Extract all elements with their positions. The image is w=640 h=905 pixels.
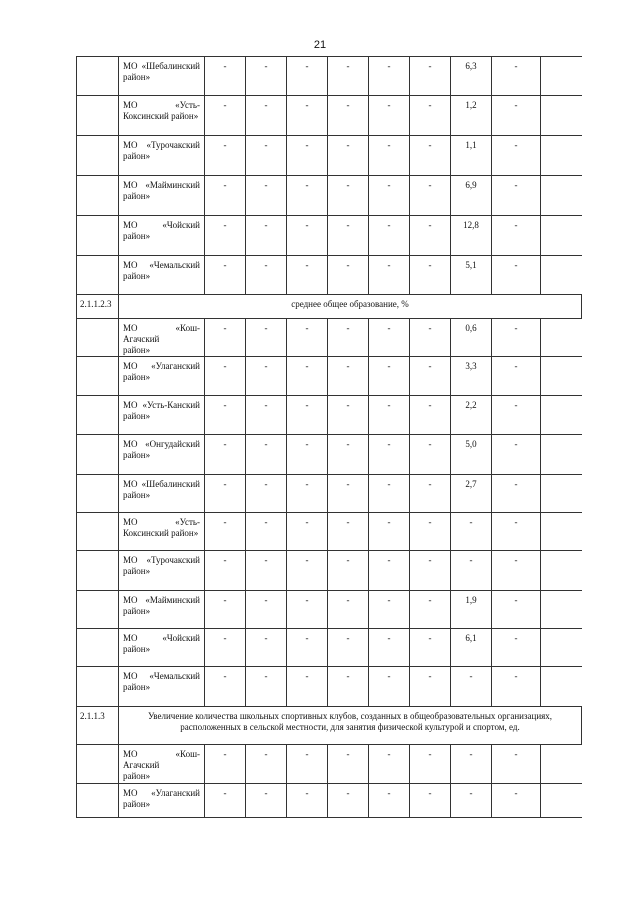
municipality-name-line2: Коксинский район» (123, 528, 199, 538)
municipality-name-line2: район» (123, 345, 151, 355)
value-cell: - (369, 435, 410, 474)
value-cell: - (451, 551, 492, 590)
value-cell: - (410, 96, 451, 135)
row-code (77, 57, 119, 95)
value-cell: - (492, 96, 541, 135)
value-cell: - (328, 256, 369, 294)
row-code (77, 745, 119, 783)
value-cell: - (328, 396, 369, 434)
table-row (77, 319, 582, 357)
value-cell: - (246, 176, 287, 215)
value-cell: - (328, 784, 369, 817)
municipality-name (119, 551, 205, 590)
municipality-name-line2: район» (123, 411, 151, 421)
municipality-name (119, 96, 205, 135)
value-cell: - (205, 551, 246, 590)
value-cell: - (287, 57, 328, 95)
value-cell: - (246, 591, 287, 628)
municipality-name-line1: МО «Усть-Канский (123, 400, 200, 410)
value-cell: - (410, 435, 451, 474)
table-row (77, 591, 582, 629)
municipality-name-line2: район» (123, 191, 151, 201)
value-cell: - (451, 667, 492, 706)
value-cell: - (369, 784, 410, 817)
municipality-name (119, 396, 205, 434)
value-cell: - (246, 475, 287, 512)
value-cell: 5,1 (451, 256, 492, 294)
value-cell: - (410, 591, 451, 628)
municipality-name-line2: район» (123, 606, 151, 616)
value-cell: - (492, 551, 541, 590)
municipality-name-line1: МО «Онгудайский (123, 439, 200, 449)
value-cell: - (328, 319, 369, 356)
municipality-name-line1: МО «Усть- (123, 517, 200, 527)
municipality-name-line2: район» (123, 231, 151, 241)
municipality-name-line1: МО «Майминский (123, 180, 200, 190)
municipality-name-line2: район» (123, 644, 151, 654)
row-code (77, 136, 119, 175)
municipality-name-line2: район» (123, 771, 151, 781)
value-cell: - (369, 396, 410, 434)
section-title: среднее общее образование, % (119, 295, 582, 318)
municipality-name (119, 256, 205, 294)
table-row (77, 667, 582, 707)
value-cell: - (369, 319, 410, 356)
table-row (77, 551, 582, 591)
value-cell: 3,3 (451, 357, 492, 395)
value-cell: - (205, 435, 246, 474)
municipality-name (119, 784, 205, 817)
municipality-name-line1: МО «Чойский (123, 220, 200, 230)
value-cell: - (451, 784, 492, 817)
table-row (77, 96, 582, 136)
municipality-name-line1: МО «Усть- (123, 100, 200, 110)
row-code (77, 591, 119, 628)
value-cell: - (369, 591, 410, 628)
value-cell: - (246, 667, 287, 706)
value-cell: - (410, 216, 451, 255)
value-cell: - (492, 176, 541, 215)
row-code (77, 435, 119, 474)
row-code (77, 629, 119, 666)
value-cell: - (369, 745, 410, 783)
municipality-name-line2: район» (123, 372, 151, 382)
row-code: 2.1.1.3 (77, 707, 119, 744)
value-cell: - (287, 475, 328, 512)
value-cell: - (492, 784, 541, 817)
value-cell: - (287, 136, 328, 175)
value-cell: - (410, 629, 451, 666)
municipality-name-line2: район» (123, 566, 151, 576)
municipality-name (119, 629, 205, 666)
value-cell: - (410, 357, 451, 395)
value-cell: - (328, 591, 369, 628)
value-cell: - (492, 629, 541, 666)
table-row (77, 176, 582, 216)
value-cell: - (287, 513, 328, 550)
value-cell: - (205, 591, 246, 628)
value-cell: 1,2 (451, 96, 492, 135)
value-cell: - (205, 216, 246, 255)
value-cell: - (205, 629, 246, 666)
municipality-name-line1: МО «Чемальский (123, 671, 200, 681)
municipality-name-line1: МО «Улаганский (123, 788, 200, 798)
value-cell: - (205, 357, 246, 395)
value-cell: - (246, 551, 287, 590)
value-cell: - (205, 667, 246, 706)
value-cell: - (410, 551, 451, 590)
table-row (77, 256, 582, 295)
row-code (77, 475, 119, 512)
row-code (77, 396, 119, 434)
value-cell: - (369, 513, 410, 550)
value-cell: - (492, 396, 541, 434)
value-cell: - (410, 745, 451, 783)
value-cell: - (246, 216, 287, 255)
municipality-name (119, 57, 205, 95)
municipality-name-line1: МО «Турочакский (123, 140, 200, 150)
value-cell: - (328, 57, 369, 95)
value-cell: - (287, 357, 328, 395)
municipality-name-line2: район» (123, 72, 151, 82)
table-row (77, 629, 582, 667)
municipality-name-line1: МО «Улаганский (123, 361, 200, 371)
value-cell: - (205, 396, 246, 434)
value-cell: - (287, 216, 328, 255)
municipality-name (119, 667, 205, 706)
row-code: 2.1.1.2.3 (77, 295, 119, 318)
section-title: Увеличение количества школьных спортивных клубов, созданных в общеобразовательных организациях, расположенных в сельской местности, для занятия физической культурой и спортом, ед. (119, 707, 582, 744)
page-number: 21 (313, 39, 327, 51)
value-cell: - (205, 57, 246, 95)
value-cell: - (328, 136, 369, 175)
value-cell: - (410, 256, 451, 294)
value-cell: 6,3 (451, 57, 492, 95)
value-cell: - (205, 176, 246, 215)
value-cell: - (492, 57, 541, 95)
value-cell: - (369, 551, 410, 590)
value-cell: - (410, 513, 451, 550)
municipality-name-line2: Коксинский район» (123, 111, 199, 121)
value-cell: - (410, 57, 451, 95)
value-cell: - (246, 784, 287, 817)
municipality-name (119, 475, 205, 512)
municipality-name (119, 745, 205, 783)
value-cell: - (246, 96, 287, 135)
value-cell: - (451, 513, 492, 550)
value-cell: - (328, 513, 369, 550)
value-cell: - (410, 784, 451, 817)
municipality-name-line1: МО «Кош-Агачский (123, 323, 200, 344)
value-cell: - (205, 319, 246, 356)
value-cell: 0,6 (451, 319, 492, 356)
value-cell: - (492, 216, 541, 255)
value-cell: - (205, 475, 246, 512)
value-cell: - (492, 745, 541, 783)
value-cell: 1,1 (451, 136, 492, 175)
value-cell: - (451, 745, 492, 783)
value-cell: 12,8 (451, 216, 492, 255)
row-code (77, 96, 119, 135)
municipality-name-line1: МО «Турочакский (123, 555, 200, 565)
value-cell: 5,0 (451, 435, 492, 474)
value-cell: - (328, 216, 369, 255)
value-cell: - (492, 319, 541, 356)
value-cell: - (369, 667, 410, 706)
municipality-name-line2: район» (123, 450, 151, 460)
value-cell: - (205, 256, 246, 294)
value-cell: - (246, 513, 287, 550)
municipality-name-line2: район» (123, 271, 151, 281)
value-cell: - (410, 475, 451, 512)
row-code (77, 176, 119, 215)
value-cell: - (369, 475, 410, 512)
value-cell: - (287, 784, 328, 817)
value-cell: - (328, 667, 369, 706)
value-cell: - (410, 396, 451, 434)
value-cell: 2,7 (451, 475, 492, 512)
value-cell: - (328, 551, 369, 590)
value-cell: - (328, 629, 369, 666)
row-code (77, 216, 119, 255)
value-cell: - (369, 256, 410, 294)
value-cell: - (328, 745, 369, 783)
table-row (77, 475, 582, 513)
municipality-name (119, 176, 205, 215)
municipality-name-line2: район» (123, 490, 151, 500)
row-code (77, 256, 119, 294)
value-cell: - (287, 319, 328, 356)
row-code (77, 357, 119, 395)
row-code (77, 319, 119, 356)
row-code (77, 784, 119, 817)
value-cell: - (246, 396, 287, 434)
value-cell: 6,9 (451, 176, 492, 215)
value-cell: - (205, 784, 246, 817)
value-cell: - (410, 176, 451, 215)
value-cell: - (246, 319, 287, 356)
value-cell: - (246, 357, 287, 395)
value-cell: - (246, 256, 287, 294)
value-cell: - (369, 357, 410, 395)
value-cell: - (287, 551, 328, 590)
value-cell: 2,2 (451, 396, 492, 434)
value-cell: - (369, 57, 410, 95)
value-cell: - (205, 745, 246, 783)
table-row (77, 435, 582, 475)
data-table (76, 56, 582, 818)
value-cell: 6,1 (451, 629, 492, 666)
table-row (77, 784, 582, 818)
value-cell: - (287, 745, 328, 783)
value-cell: - (369, 176, 410, 215)
value-cell: - (410, 136, 451, 175)
value-cell: - (328, 357, 369, 395)
municipality-name-line1: МО «Шебалинский (123, 479, 200, 489)
value-cell: - (287, 629, 328, 666)
value-cell: - (492, 136, 541, 175)
row-code (77, 513, 119, 550)
value-cell: - (287, 256, 328, 294)
table-row (77, 136, 582, 176)
value-cell: - (492, 591, 541, 628)
value-cell: - (246, 629, 287, 666)
row-code (77, 551, 119, 590)
municipality-name-line2: район» (123, 151, 151, 161)
value-cell: - (246, 745, 287, 783)
municipality-name-line2: район» (123, 799, 151, 809)
value-cell: - (410, 319, 451, 356)
value-cell: - (369, 216, 410, 255)
value-cell: - (287, 176, 328, 215)
value-cell: - (287, 96, 328, 135)
table-row (77, 745, 582, 784)
table-row (77, 357, 582, 396)
value-cell: - (369, 96, 410, 135)
value-cell: - (328, 96, 369, 135)
value-cell: - (246, 136, 287, 175)
value-cell: - (410, 667, 451, 706)
value-cell: - (492, 475, 541, 512)
municipality-name (119, 216, 205, 255)
value-cell: - (246, 435, 287, 474)
value-cell: - (287, 667, 328, 706)
municipality-name-line1: МО «Кош-Агачский (123, 749, 200, 770)
value-cell: - (492, 357, 541, 395)
value-cell: - (287, 396, 328, 434)
municipality-name-line2: район» (123, 682, 151, 692)
municipality-name-line1: МО «Майминский (123, 595, 200, 605)
section-row (77, 295, 582, 319)
municipality-name (119, 435, 205, 474)
value-cell: - (205, 96, 246, 135)
value-cell: 1,9 (451, 591, 492, 628)
value-cell: - (328, 435, 369, 474)
row-code (77, 667, 119, 706)
value-cell: - (205, 513, 246, 550)
municipality-name-line1: МО «Чемальский (123, 260, 200, 270)
value-cell: - (246, 57, 287, 95)
value-cell: - (492, 256, 541, 294)
table-row (77, 57, 582, 96)
municipality-name-line1: МО «Шебалинский (123, 61, 200, 71)
value-cell: - (492, 513, 541, 550)
value-cell: - (205, 136, 246, 175)
municipality-name (119, 591, 205, 628)
section-row (77, 707, 582, 745)
value-cell: - (287, 435, 328, 474)
value-cell: - (328, 475, 369, 512)
value-cell: - (492, 435, 541, 474)
value-cell: - (287, 591, 328, 628)
value-cell: - (492, 667, 541, 706)
value-cell: - (369, 629, 410, 666)
value-cell: - (328, 176, 369, 215)
municipality-name (119, 136, 205, 175)
value-cell: - (369, 136, 410, 175)
municipality-name (119, 513, 205, 550)
table-row (77, 513, 582, 551)
table-row (77, 216, 582, 256)
table-row (77, 396, 582, 435)
municipality-name (119, 319, 205, 356)
municipality-name (119, 357, 205, 395)
municipality-name-line1: МО «Чойский (123, 633, 200, 643)
